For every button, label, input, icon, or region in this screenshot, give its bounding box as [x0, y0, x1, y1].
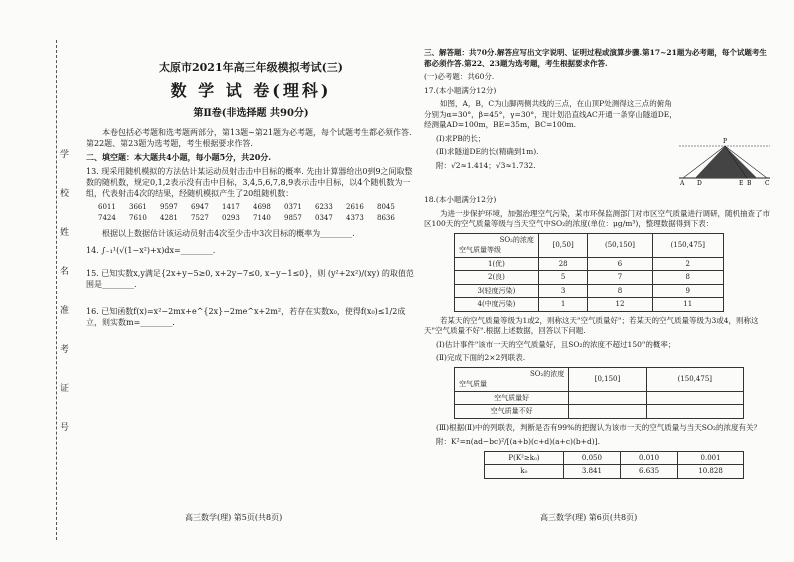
table-row: [455, 257, 724, 271]
diagram-label-p: P: [723, 138, 728, 145]
random-number: 9857: [284, 214, 302, 222]
table-cell: 6.635: [621, 465, 678, 479]
binding-margin-labels: [60, 150, 74, 462]
table-row: [455, 298, 724, 312]
question-18-part3: (Ⅲ)根据(Ⅱ)中的列联表，判断是否有99%的把握认为该市一天的空气质量与当天SO₂的浓度有关？: [436, 422, 761, 432]
right-page-footer: 高三数学(理) 第6页(共8页): [540, 513, 638, 522]
table-cell: 0.050: [563, 451, 620, 465]
table-cell: 1: [538, 298, 587, 312]
question-18: 为进一步保护环境，加强治理空气污染，某市环保监测部门对市区空气质量进行调研，随机抽查了市区100天的空气质量等级与当天空气中SO₂的浓度(单位：μg/m³)，整理数据得到下表：: [424, 208, 770, 228]
table-header: (50,150]: [588, 233, 652, 257]
table-cell: [646, 391, 743, 405]
table-cell: 12: [588, 298, 652, 312]
binding-line: [56, 40, 58, 540]
random-number-list: [98, 202, 408, 224]
random-number: 7527: [191, 214, 209, 222]
table-cell: 3: [538, 284, 587, 298]
part1-label: (一)必考题：共60分.: [424, 72, 495, 81]
section2-heading: 二、填空题：本大题共4小题，每小题5分，共20分.: [86, 152, 272, 162]
random-number: 4281: [160, 214, 178, 222]
question-17-part2: (Ⅱ)求隧道DE的长(精确到1m).: [436, 147, 539, 156]
table-cell: 5: [538, 271, 587, 285]
volume-title: 第Ⅱ卷(非选择题 共90分): [193, 108, 309, 119]
table-row-label: 2(良): [455, 271, 539, 285]
random-number: 7610: [129, 214, 147, 222]
table-cell: 2: [652, 257, 723, 271]
critical-value-table: [484, 451, 744, 479]
random-number: 1417: [222, 203, 240, 211]
table-row-label: 空气质量好: [455, 391, 569, 405]
table-header: (150,475]: [652, 233, 723, 257]
question-15: 15. 已知实数x,y满足{2x+y−5≥0, x+2y−7≤0, x−y−1≤0}，则 (y²+2x²)/(xy) 的取值范围是________.: [86, 269, 414, 289]
binding-label: 考: [60, 345, 70, 355]
left-page: [86, 52, 416, 331]
random-number: 8636: [377, 214, 395, 222]
random-number: 9597: [160, 203, 178, 211]
question-18-part1: (Ⅰ)估计事件"该市一天的空气质量好，且SO₂的浓度不超过150"的概率；: [436, 339, 676, 349]
question-18-note: 若某天的空气质量等级为1或2，则称这天"空气质量好"；若某天的空气质量等级为3或4，则称这天"空气质量不好".根据上述数据，回答以下问题.: [424, 315, 759, 335]
diagram-label-b: B: [747, 180, 752, 186]
random-number: 3661: [129, 203, 147, 211]
table-row: [455, 271, 724, 285]
table-corner-top: SO₂的浓度: [529, 369, 565, 378]
table-corner: [455, 367, 569, 391]
table-cell: [569, 405, 646, 419]
table-row-label: 3(轻度污染): [455, 284, 539, 298]
random-number: 7140: [253, 214, 271, 222]
table-corner-top: SO₂的浓度: [499, 235, 534, 244]
contingency-table: [454, 367, 744, 419]
table-cell: 11: [652, 298, 723, 312]
table-row: [455, 284, 724, 298]
question-18-part2: (Ⅱ)完成下面的2×2列联表.: [436, 353, 526, 362]
question-13: 13. 现采用随机模拟的方法估计某运动员射击击中目标的概率. 先由计算器给出0到9之间取整数的随机数，规定0,1,2表示没有击中目标，3,4,5,6,7,8,9表示击中目标，以4个随机数为一组，代表射击4次的结果，经随机模拟产生了20组随机数：: [86, 167, 413, 198]
table-corner-bottom: 空气质量等级: [459, 246, 501, 254]
table-header: [0,50]: [538, 233, 587, 257]
table-cell: [646, 405, 743, 419]
exam-title: 太原市2021年高三年级模拟考试(三): [158, 61, 344, 74]
question-17-part1: (Ⅰ)求PB的长；: [436, 133, 486, 143]
binding-label: 证: [60, 384, 70, 394]
question-16: 16. 已知函数f(x)=x²−2mx+e^{2x}−2me^x+2m²，若存在实数x₀，使得f(x₀)≤1/2成立，则实数m=________.: [86, 307, 406, 327]
question-13-tail: 根据以上数据估计该运动员射击4次至少击中3次目标的概率为________.: [102, 229, 355, 238]
table-cell: 8: [588, 284, 652, 298]
table-row: [485, 451, 744, 465]
table-row: [455, 391, 744, 405]
section3-heading: 三、解答题：共70分.解答应写出文字说明、证明过程或演算步骤.第17~21题为必考题，每个试题考生都必须作答.第22、23题为选考题，考生根据要求作答.: [424, 48, 767, 68]
random-number: 0293: [222, 214, 240, 222]
right-page: [424, 48, 774, 479]
left-page-footer: 高三数学(理) 第5页(共8页): [185, 513, 283, 522]
binding-label: 名: [60, 267, 70, 277]
table-header: (150,475]: [646, 367, 743, 391]
random-number: 0371: [284, 203, 302, 211]
question-17: 如图，A，B，C为山脚两侧共线的三点，在山顶P处测得这三点的俯角分别为α=30°，β=45°，γ=30°，现计划沿直线AC开通一条穿山隧道DE，经测量AD=100m，BE=35m，BC=100m.: [424, 99, 677, 129]
table-cell: 28: [538, 257, 587, 271]
diagram-label-d: D: [697, 180, 702, 186]
binding-label: 准: [60, 306, 70, 316]
random-number: 6947: [191, 203, 209, 211]
table-row-label: P(K²≥k₀): [485, 451, 564, 465]
question-18-heading: 18.(本小题满分12分): [424, 195, 497, 204]
random-number: 2616: [346, 203, 364, 211]
random-number: 4373: [346, 214, 364, 222]
table-header: [0,150]: [569, 367, 646, 391]
table-cell: [569, 391, 646, 405]
chi-square-formula: 附：K²=n(ad−bc)²/[(a+b)(c+d)(a+c)(b+d)].: [436, 437, 600, 446]
table-row: [455, 405, 744, 419]
table-cell: 0.010: [621, 451, 678, 465]
random-number: 0347: [315, 214, 333, 222]
binding-label: 学: [60, 150, 70, 160]
table-cell: 10.828: [678, 465, 744, 479]
table-cell: 0.001: [678, 451, 744, 465]
mountain-diagram: [677, 136, 772, 186]
random-number: 8045: [377, 203, 395, 211]
table-corner: [455, 233, 539, 257]
table-row-label: 空气质量不好: [455, 405, 569, 419]
table-cell: 7: [588, 271, 652, 285]
random-number: 7424: [98, 214, 116, 222]
instructions: 本卷包括必考题和选考题两部分，第13题~第21题为必考题，每个试题考生都必须作答.第22题、第23题为选考题，考生根据要求作答.: [86, 128, 412, 148]
table-cell: 9: [652, 284, 723, 298]
random-number: 4698: [253, 203, 271, 211]
table-row-label: 1(优): [455, 257, 539, 271]
table-row: [485, 465, 744, 479]
table-cell: 6: [588, 257, 652, 271]
random-number: 6233: [315, 203, 333, 211]
question-17-heading: 17.(本小题满分12分): [424, 85, 497, 95]
subject-title: 数 学 试 卷(理科): [170, 81, 332, 100]
table-corner-bottom: 空气质量: [459, 380, 487, 388]
table-row-label: 4(中度污染): [455, 298, 539, 312]
table-row-label: k₀: [485, 465, 564, 479]
diagram-label-a: A: [680, 180, 685, 186]
question-14: 14. ∫₋₁¹(√(1−x²)+x)dx=________.: [86, 246, 216, 255]
air-quality-table: [454, 233, 724, 312]
diagram-label-c: C: [765, 180, 770, 186]
random-number: 6011: [98, 203, 116, 211]
question-17-ref: 附：√2≈1.414；√3≈1.732.: [436, 160, 536, 170]
binding-label: 校: [60, 189, 70, 199]
binding-label: 号: [60, 423, 70, 433]
table-cell: 3.841: [563, 465, 620, 479]
diagram-label-e: E: [739, 180, 744, 186]
table-cell: 8: [652, 271, 723, 285]
binding-label: 姓: [60, 228, 70, 238]
